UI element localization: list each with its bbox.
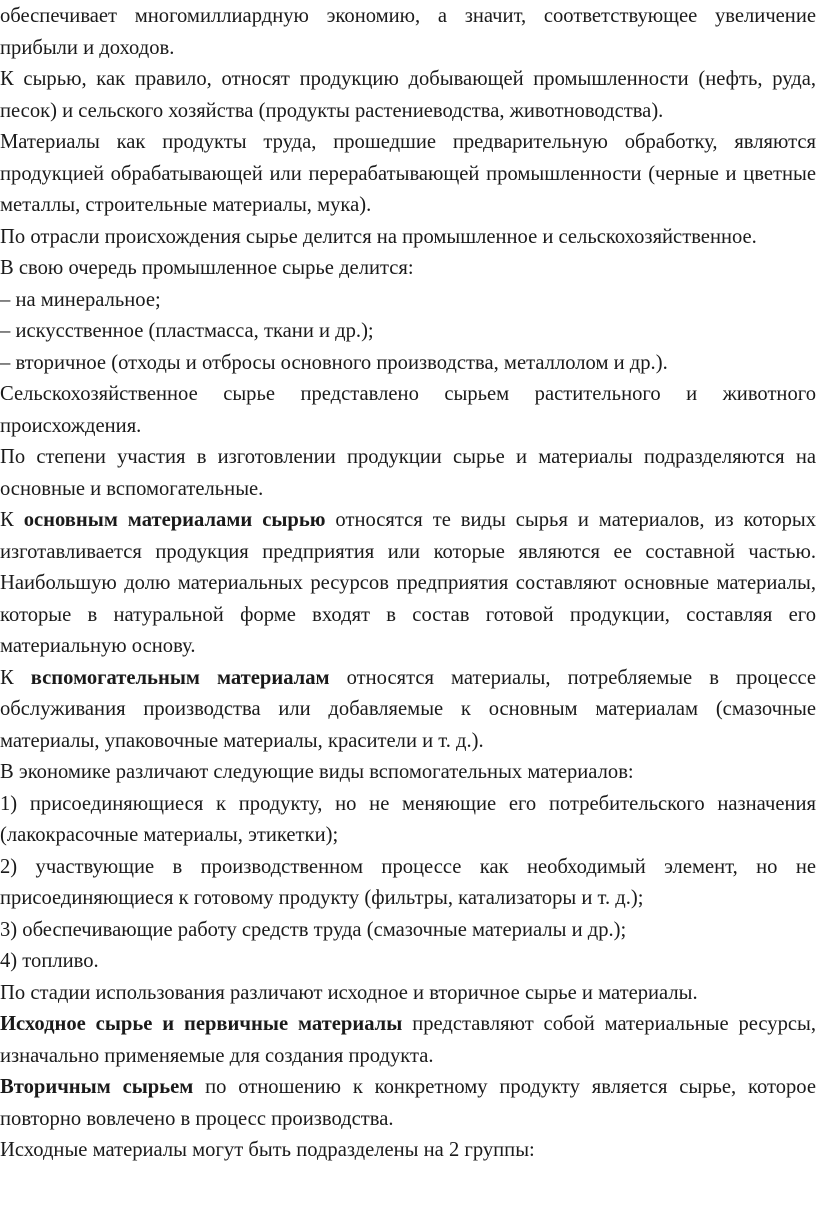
list-item: 2) участвующие в производственном процессе как необходимый элемент, но не присоединяющиеся к готовому продукту (фильтры, катализаторы и т. д.); bbox=[0, 855, 816, 909]
bold-term: вспомогательным материалам bbox=[30, 666, 330, 689]
paragraph: Сельскохозяйственное сырье представлено сырьем растительного и животного происхождения. bbox=[0, 383, 816, 437]
bold-term: основным материалами сырью bbox=[23, 509, 326, 531]
list-item: – искусственное (пластмасса, ткани и др.); bbox=[0, 320, 374, 342]
paragraph: Материалы как продукты труда, прошедшие предварительную обработку, являются продукцией обрабатывающей или перерабатывающей промышленности (черные и цветные металлы, строительные материалы, мука). bbox=[0, 131, 816, 216]
paragraph: По степени участия в изготовлении продукции сырье и материалы подразделяются на основные и вспомогательные. bbox=[0, 446, 816, 500]
paragraph-secondary-raw bbox=[0, 1072, 816, 1135]
bold-term: Вторичным сырьем bbox=[0, 1076, 194, 1098]
paragraph-prefix: К bbox=[0, 509, 24, 531]
bold-term: Исходное сырье и первичные материалы bbox=[0, 1013, 403, 1035]
paragraph-main-materials bbox=[0, 505, 816, 663]
paragraph: Исходные материалы могут быть подразделены на 2 группы: bbox=[0, 1139, 535, 1161]
paragraph: В свою очередь промышленное сырье делится: bbox=[0, 257, 414, 279]
paragraph-prefix: К bbox=[0, 666, 31, 689]
paragraph-primary-raw bbox=[0, 1009, 816, 1072]
list-item: 3) обеспечивающие работу средств труда (смазочные материалы и др.); bbox=[0, 918, 627, 941]
list-item: – на минеральное; bbox=[0, 288, 161, 311]
paragraph-auxiliary-materials bbox=[0, 663, 816, 758]
paragraph: обеспечивает многомиллиардную экономию, а значит, соответствующее увеличение прибыли и доходов. bbox=[0, 5, 816, 59]
paragraph-rest: по отношению к конкретному продукту является сырье, которое повторно вовлечено в процесс производства. bbox=[0, 1076, 816, 1130]
paragraph-rest: представляют собой материальные ресурсы, изначально применяемые для создания продукта. bbox=[0, 1013, 816, 1067]
list-item: – вторичное (отходы и отбросы основного производства, металлолом и др.). bbox=[0, 351, 668, 374]
paragraph-rest: относятся те виды сырья и материалов, из которых изготавливается продукция предприятия или которые являются ее составной частью. Наибольшую долю материальных ресурсов предприятия составляют основные материалы, которые в натуральной форме входят в состав готовой продукции, составляя его материальную основу. bbox=[0, 509, 816, 657]
paragraph: К сырью, как правило, относят продукцию добывающей промышленности (нефть, руда, песок) и сельского хозяйства (продукты растениеводства, животноводства). bbox=[0, 68, 816, 122]
list-item: 1) присоединяющиеся к продукту, но не меняющие его потребительского назначения (лакокрасочные материалы, этикетки); bbox=[0, 792, 816, 846]
paragraph-rest: относятся материалы, потребляемые в процессе обслуживания производства или добавляемые к основным материалам (смазочные материалы, упаковочные материалы, красители и т. д.). bbox=[0, 666, 816, 752]
paragraph: По отрасли происхождения сырье делится на промышленное и сельскохозяйственное. bbox=[0, 225, 757, 248]
paragraph: В экономике различают следующие виды вспомогательных материалов: bbox=[0, 761, 634, 783]
paragraph: По стадии использования различают исходное и вторичное сырье и материалы. bbox=[0, 981, 698, 1004]
list-item: 4) топливо. bbox=[0, 950, 99, 972]
